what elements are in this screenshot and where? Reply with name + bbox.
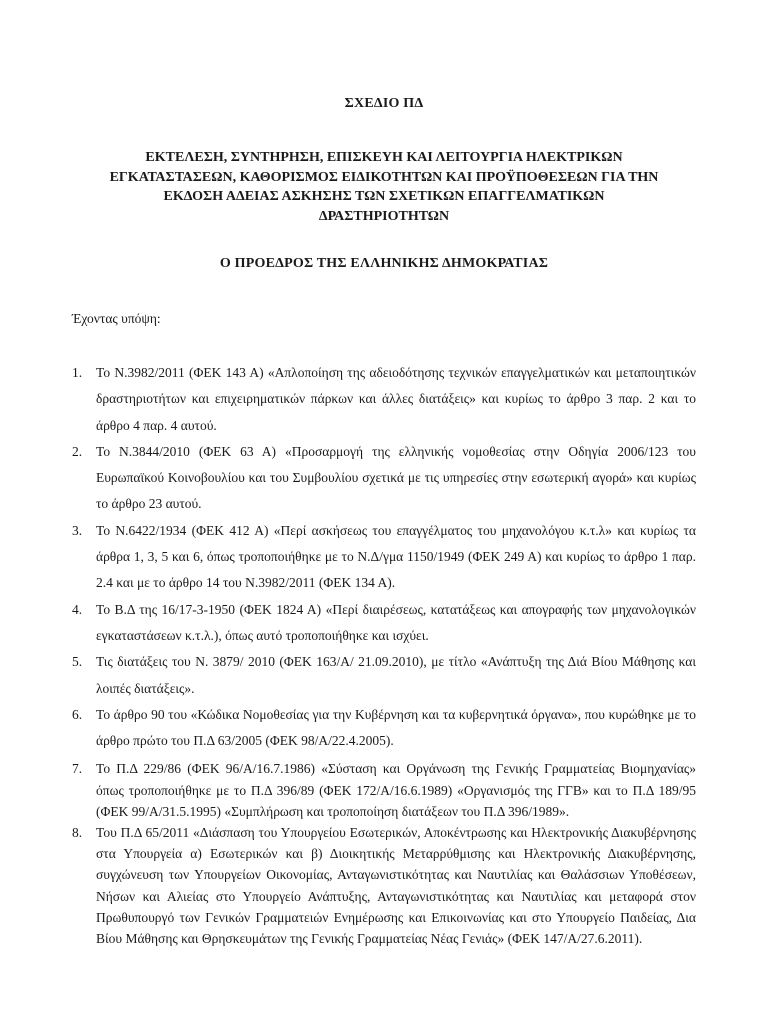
list-item <box>72 649 696 702</box>
item-number: 8. <box>72 825 83 841</box>
item-text: Το Ν.6422/1934 (ΦΕΚ 412 Α) «Περί ασκήσεως του επαγγέλματος του μηχανολόγου κ.τ.λ» και κυρίως τα άρθρα 1, 3, 5 και 6, όπως τροποποιήθηκε με το Ν.Δ/γμα 1150/1949 (ΦΕΚ 249 Α) και κυρίως το άρθρο 1 παρ. 2.4 και με το άρθρο 14 του Ν.3982/2011 (ΦΕΚ 134 Α). <box>96 522 696 591</box>
item-number: 6. <box>72 706 83 722</box>
item-number: 1. <box>72 365 83 380</box>
president-heading: Ο ΠΡΟΕΔΡΟΣ ΤΗΣ ΕΛΛΗΝΙΚΗΣ ΔΗΜΟΚΡΑΤΙΑΣ <box>219 256 549 271</box>
list-item <box>72 360 696 439</box>
item-text: Το άρθρο 90 του «Κώδικα Νομοθεσίας για την Κυβέρνηση και τα κυβερνητικά όργανα», που κυρώθηκε με το άρθρο πρώτο του Π.Δ 63/2005 (ΦΕΚ 98/Α/22.4.2005). <box>96 706 696 749</box>
item-text: Το Ν.3844/2010 (ΦΕΚ 63 Α) «Προσαρμογή της ελληνικής νομοθεσίας στην Οδηγία 2006/123 του Ευρωπαϊκού Κοινοβουλίου και του Συμβουλίου σχετικά με τις υπηρεσίες στην εσωτερική αγορά» και κυρίως το άρθρο 23 αυτού. <box>96 443 696 512</box>
list-item <box>72 702 696 755</box>
item-text: Το Π.Δ 229/86 (ΦΕΚ 96/Α/16.7.1986) «Σύσταση και Οργάνωση της Γενικής Γραμματείας Βιομηχανίας» όπως τροποποιήθηκε με το Π.Δ 396/89 (ΦΕΚ 172/Α/16.6.1989) «Οργανισμός της ΓΓΒ» και το Π.Δ 189/95 (ΦΕΚ 99/Α/31.5.1995) «Συμπλήρωση και τροποποίηση διατάξεων του Π.Δ 396/1989». <box>96 761 696 819</box>
item-number: 7. <box>72 761 83 777</box>
list-item <box>72 597 696 650</box>
title-line: ΔΡΑΣΤΗΡΙΟΤΗΤΩΝ <box>318 208 450 224</box>
item-number: 5. <box>72 654 83 670</box>
item-text: Του Π.Δ 65/2011 «Διάσπαση του Υπουργείου Εσωτερικών, Αποκέντρωσης και Ηλεκτρονικής Διακυβέρνησης στα Υπουργεία α) Εσωτερικών και β) Διοικητικής Μεταρρύθμισης και Ηλεκτρονικής Διακυβέρνησης, συγχώνευση των Υπουργείων Οικονομίας, Ανταγωνιστικότητας και Ναυτιλίας και Θαλάσσιων Υποθέσεων, Νήσων και Αλιείας στο Υπουργείο Ανάπτυξης, Ανταγωνιστικότητας και Ναυτιλίας και μεταφορά στον Πρωθυπουργό των Γενικών Γραμματειών Ενημέρωσης και Επικοινωνίας και στο Υπουργείο Παιδείας, Δια Βίου Μάθησης και Θρησκευμάτων της Γενικής Γραμματείας Νέας Γενιάς» (ΦΕΚ 147/Α/27.6.2011). <box>96 825 696 947</box>
item-text: Το Β.Δ της 16/17-3-1950 (ΦΕΚ 1824 Α) «Περί διαιρέσεως, κατατάξεως και απογραφής των μηχανολογικών εγκαταστάσεων κ.τ.λ.), όπως αυτό τροποποιήθηκε και ισχύει. <box>96 601 696 643</box>
item-number: 4. <box>72 601 83 617</box>
item-text: Το Ν.3982/2011 (ΦΕΚ 143 Α) «Απλοποίηση της αδειοδότησης τεχνικών επαγγελματικών και μεταποιητικών δραστηριοτήτων και επιχειρηματικών πάρκων και άλλες διατάξεις» και κυρίως το άρθρο 3 παρ. 2 και το άρθρο 4 παρ. 4 αυτού. <box>96 365 696 433</box>
title-line: ΕΚΤΕΛΕΣΗ, ΣΥΝΤΗΡΗΣΗ, ΕΠΙΣΚΕΥΗ ΚΑΙ ΛΕΙΤΟΥΡΓΙΑ ΗΛΕΚΤΡΙΚΩΝ <box>145 150 623 165</box>
intro-text: Έχοντας υπόψη: <box>72 311 161 326</box>
item-text: Τις διατάξεις του Ν. 3879/ 2010 (ΦΕΚ 163/Α/ 21.09.2010), με τίτλο «Ανάπτυξη της Διά Βίου Μάθησης και λοιπές διατάξεις». <box>96 654 696 696</box>
document-title <box>100 148 668 226</box>
list-item <box>72 822 696 949</box>
list-item <box>72 758 696 822</box>
citation-list <box>72 360 696 949</box>
list-item <box>72 518 696 597</box>
draft-label: ΣΧΕΔΙΟ ΠΔ <box>344 96 424 111</box>
title-line: ΕΚΔΟΣΗ ΑΔΕΙΑΣ ΑΣΚΗΣΗΣ ΤΩΝ ΣΧΕΤΙΚΩΝ ΕΠΑΓΓΕΛΜΑΤΙΚΩΝ <box>163 189 605 204</box>
title-line: ΕΓΚΑΤΑΣΤΑΣΕΩΝ, ΚΑΘΟΡΙΣΜΟΣ ΕΙΔΙΚΟΤΗΤΩΝ ΚΑΙ ΠΡΟΫΠΟΘΕΣΕΩΝ ΓΙΑ ΤΗΝ <box>109 169 659 185</box>
item-number: 2. <box>72 443 83 459</box>
item-number: 3. <box>72 522 83 538</box>
list-item <box>72 439 696 518</box>
